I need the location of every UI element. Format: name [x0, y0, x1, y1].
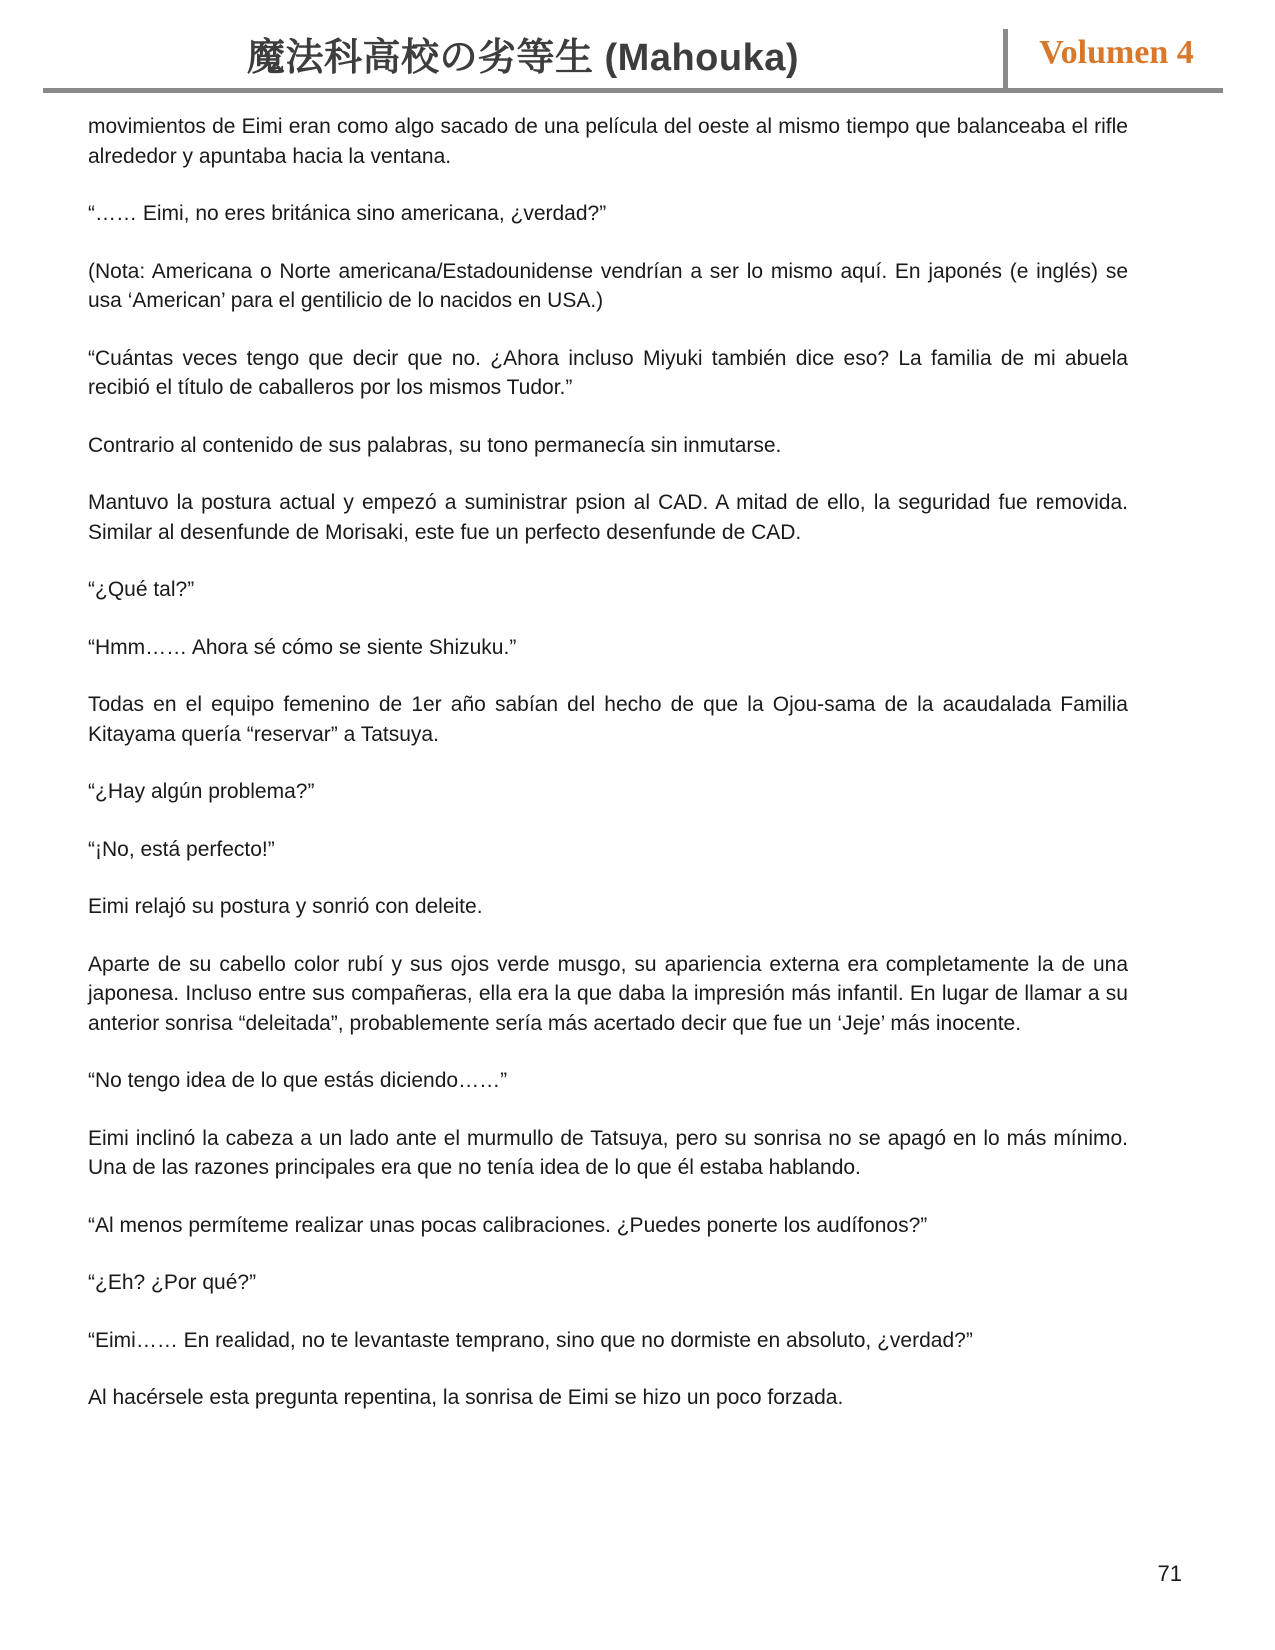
paragraph: Aparte de su cabello color rubí y sus ojos verde musgo, su apariencia externa era completamente la de una japonesa. Incluso entre sus compañeras, ella era la que daba la impresión más infantil. En lugar de llamar a su anterior sonrisa “deleitada”, probablemente sería más acertado decir que fue un ‘Jeje’ más inocente.	[88, 952, 1128, 1035]
volume-label: Volumen 4	[1039, 34, 1194, 71]
paragraph: Todas en el equipo femenino de 1er año sabían del hecho de que la Ojou-sama de la acaudalada Familia Kitayama quería “reservar” a Tatsuya.	[88, 693, 1128, 746]
paragraph: Eimi inclinó la cabeza a un lado ante el murmullo de Tatsuya, pero su sonrisa no se apagó en lo más mínimo. Una de las razones principales era que no tenía idea de lo que él estaba hablando.	[88, 1126, 1128, 1179]
paragraph: “Al menos permíteme realizar unas pocas calibraciones. ¿Puedes ponerte los audífonos?”	[88, 1213, 928, 1237]
paragraph: Al hacérsele esta pregunta repentina, la sonrisa de Eimi se hizo un poco forzada.	[88, 1386, 844, 1409]
paragraph: “¡No, está perfecto!”	[88, 837, 275, 861]
paragraph: movimientos de Eimi eran como algo sacado de una película del oeste al mismo tiempo que balanceaba el rifle alrededor y apuntaba hacia la ventana.	[88, 115, 1128, 168]
paragraph: “Cuántas veces tengo que decir que no. ¿Ahora incluso Miyuki también dice eso? La familia de mi abuela recibió el título de caballeros por los mismos Tudor.”	[88, 346, 1128, 399]
paragraph: “¿Eh? ¿Por qué?”	[88, 1271, 257, 1294]
paragraph: Mantuvo la postura actual y empezó a suministrar psion al CAD. A mitad de ello, la seguridad fue removida. Similar al desenfunde de Morisaki, este fue un perfecto desenfunde de CAD.	[88, 491, 1128, 544]
paragraph: “…… Eimi, no eres británica sino americana, ¿verdad?”	[88, 202, 607, 225]
page-number: 71	[1157, 1561, 1182, 1586]
paragraph: (Nota: Americana o Norte americana/Estadounidense vendrían a ser lo mismo aquí. En japonés (e inglés) se usa ‘American’ para el gentilicio de lo nacidos en USA.)	[88, 259, 1128, 312]
paragraph: Contrario al contenido de sus palabras, su tono permanecía sin inmutarse.	[88, 433, 782, 457]
paragraph: “Hmm…… Ahora sé cómo se siente Shizuku.”	[88, 635, 517, 659]
paragraph: “¿Hay algún problema?”	[88, 780, 315, 803]
paragraph: “Eimi…… En realidad, no te levantaste temprano, sino que no dormiste en absoluto, ¿verdad?”	[88, 1328, 973, 1352]
paragraph: “No tengo idea de lo que estás diciendo……”	[88, 1069, 508, 1092]
paragraph: “¿Qué tal?”	[88, 578, 195, 601]
page-header-title: 魔法科高校の劣等生 (Mahouka)	[246, 37, 800, 79]
header-vertical-divider	[1003, 29, 1008, 90]
header-horizontal-rule	[43, 88, 1223, 93]
body-text	[88, 112, 1128, 1441]
paragraph: Eimi relajó su postura y sonrió con deleite.	[88, 895, 483, 918]
